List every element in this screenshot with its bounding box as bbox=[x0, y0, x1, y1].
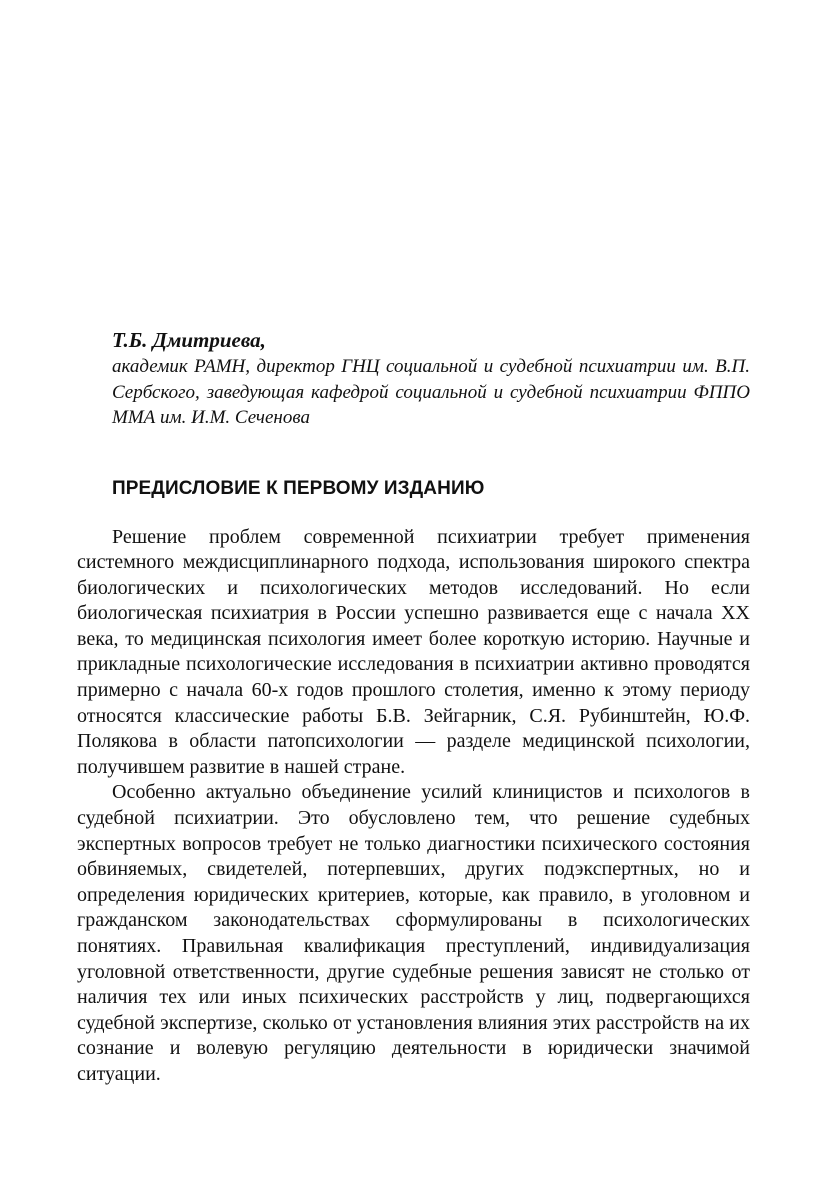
author-name: Т.Б. Дмитриева, bbox=[112, 328, 266, 352]
paragraph: Решение проблем современной психиатрии требует применения системного междисциплинарного подхода, использования широкого спектра биологических и психологических методов исследований. Но если биологическая психиатрия в России успешно развивается еще с начала XX века, то медицинская психология имеет более короткую историю. Научные и прикладные психологические исследования в психиатрии активно проводятся примерно с начала 60-х годов прошлого столетия, именно к этому периоду относятся классические работы Б.В. Зейгарник, С.Я. Рубинштейн, Ю.Ф. Полякова в области патопсихологии — разделе медицинской психологии, получившем развитие в нашей стране. bbox=[77, 525, 750, 778]
author-description: академик РАМН, директор ГНЦ социальной и судебной психиатрии им. В.П. Сербского, заведующая кафедрой социальной и судебной психиатрии ФППО ММА им. И.М. Сеченова bbox=[112, 356, 750, 428]
author-block bbox=[77, 326, 750, 431]
paragraph: Особенно актуально объединение усилий клиницистов и психологов в судебной психиатрии. Это обусловлено тем, что решение судебных экспертных вопросов требует не только диагностики психического состояния обвиняемых, свидетелей, потерпевших, других подэкспертных, но и определения юридических критериев, которые, как правило, в уголовном и гражданском законодательствах сформулированы в психологических понятиях. Правильная квалификация преступлений, индивидуализация уголовной ответственности, другие судебные решения зависят не столько от наличия тех или иных психических расстройств у лиц, подвергающихся судебной экспертизе, сколько от установления влияния этих расстройств на их сознание и волевую регуляцию деятельности в юридически значимой ситуации. bbox=[77, 781, 750, 1085]
body-text bbox=[77, 525, 750, 1088]
section-title: ПРЕДИСЛОВИЕ К ПЕРВОМУ ИЗДАНИЮ bbox=[112, 477, 485, 499]
document-page bbox=[77, 326, 750, 1088]
